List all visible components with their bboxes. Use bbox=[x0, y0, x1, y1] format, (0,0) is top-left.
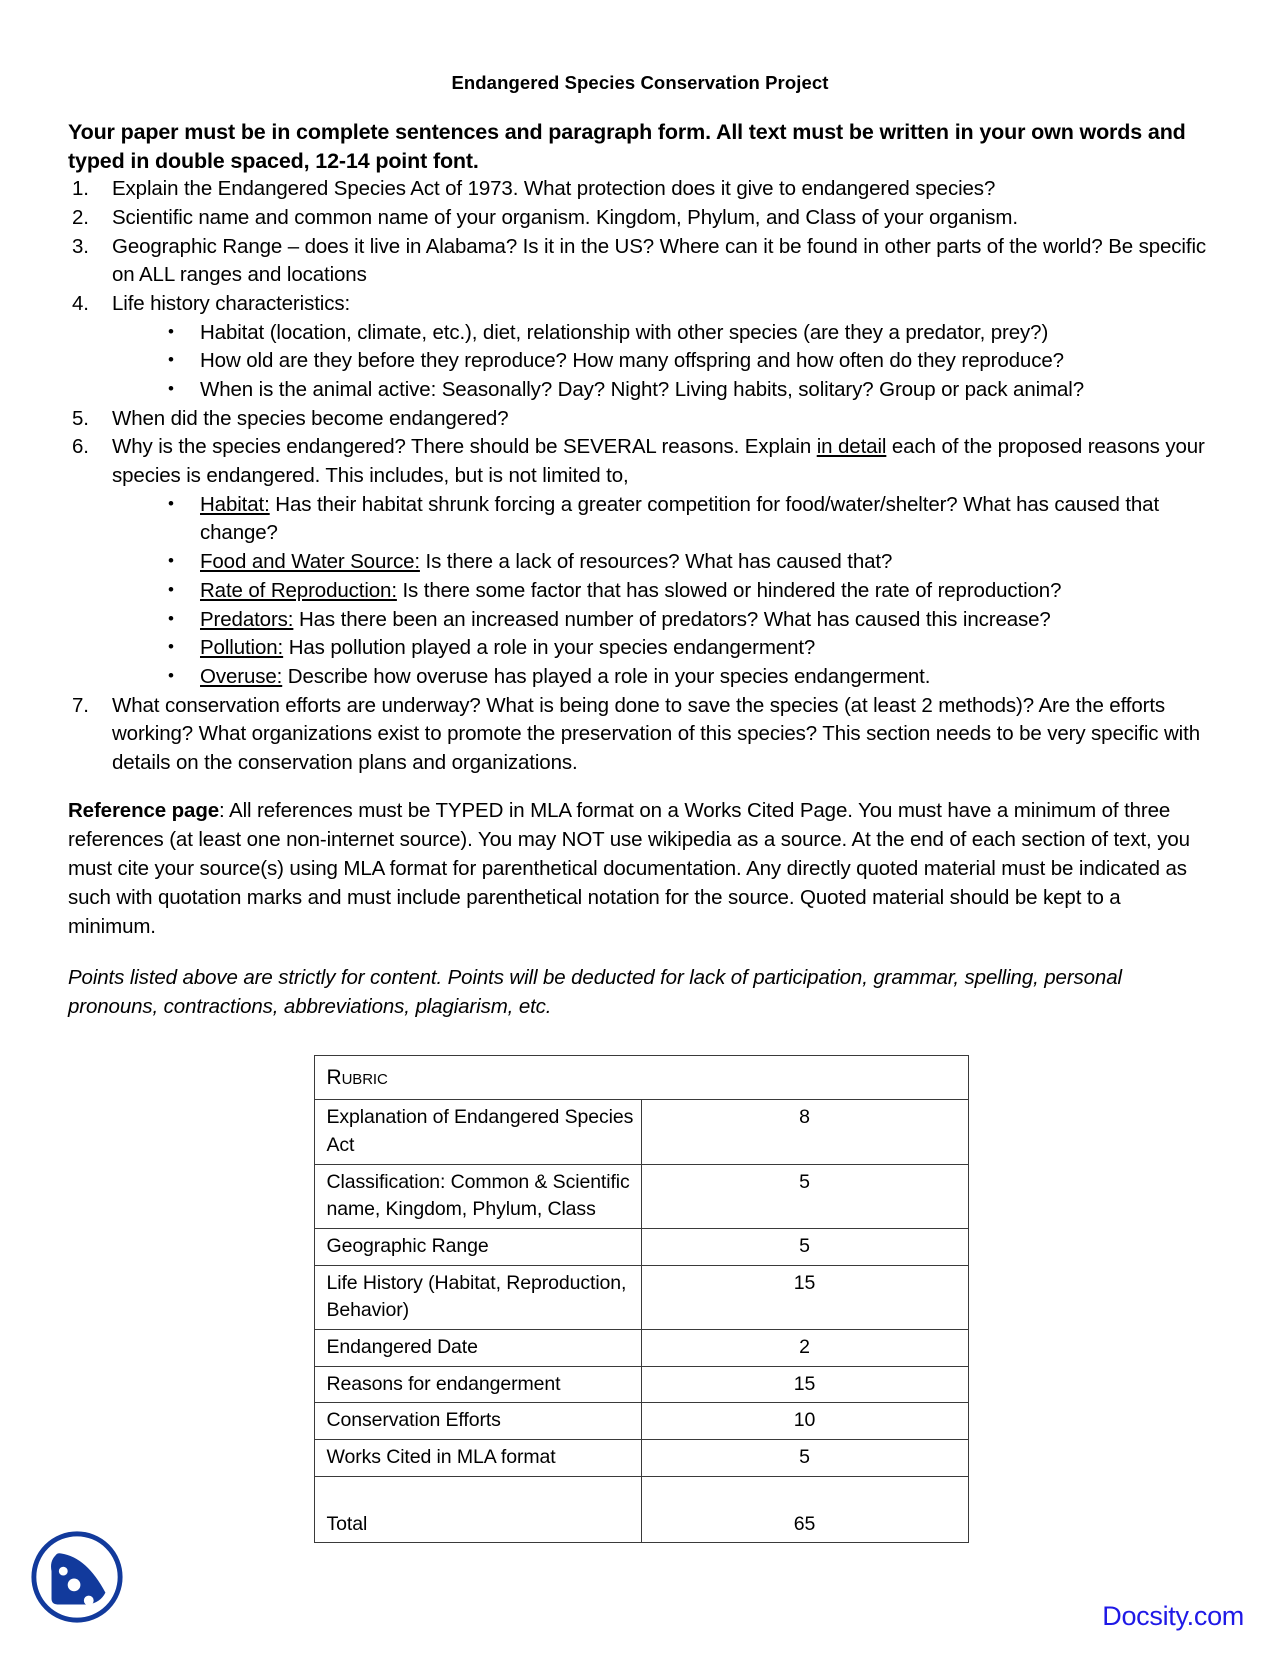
rubric-criterion: Works Cited in MLA format bbox=[314, 1440, 641, 1477]
reference-page-paragraph bbox=[68, 796, 1214, 942]
sub-text: Is there a lack of resources? What has caused that? bbox=[419, 550, 893, 574]
sub-item-food-water bbox=[112, 548, 1214, 577]
sub-label: Habitat: bbox=[200, 492, 270, 516]
sub-label: Rate of Reproduction: bbox=[200, 578, 397, 602]
reference-page-text: : All references must be TYPED in MLA format on a Works Cited Page. You must have a minimum of three references (at least one non-internet source). You may NOT use wikipedia as a source. At the end of each section of text, you must cite your source(s) using MLA format for parenthetical documentation. Any directly quoted material must be indicated as such with quotation marks and must include parenthetical notation for the source. Quoted material should be kept to a minimum. bbox=[68, 798, 1190, 939]
list-item-4 bbox=[68, 290, 1214, 405]
rubric-criterion: Explanation of Endangered Species Act bbox=[314, 1100, 641, 1164]
rubric-criterion: Endangered Date bbox=[314, 1330, 641, 1367]
sub-label: Food and Water Source: bbox=[200, 550, 420, 574]
list-item-6 bbox=[68, 433, 1214, 691]
sub-text: Describe how overuse has played a role in your species endangerment. bbox=[282, 664, 931, 688]
list-item-7 bbox=[68, 692, 1214, 778]
sub-item-habitat-diet bbox=[112, 319, 1214, 348]
sub-text: Is there some factor that has slowed or hindered the rate of reproduction? bbox=[396, 578, 1062, 602]
rubric-total-label: Total bbox=[314, 1476, 641, 1543]
bullet-icon: • bbox=[168, 551, 174, 571]
table-row bbox=[314, 1228, 968, 1265]
table-row bbox=[314, 1164, 968, 1228]
sub-item-habitat bbox=[112, 491, 1214, 548]
list-item-5 bbox=[68, 405, 1214, 434]
rubric-criterion: Life History (Habitat, Reproduction, Behavior) bbox=[314, 1265, 641, 1329]
rubric-criterion: Reasons for endangerment bbox=[314, 1366, 641, 1403]
sub-item-predators bbox=[112, 606, 1214, 635]
bullet-icon: • bbox=[168, 493, 174, 513]
rubric-points: 15 bbox=[641, 1366, 968, 1403]
table-row bbox=[314, 1440, 968, 1477]
sub-text: Habitat (location, climate, etc.), diet, relationship with other species (are they a predator, prey?) bbox=[200, 320, 1049, 344]
list-number-1: 1. bbox=[72, 177, 89, 201]
list-text-6a: Why is the species endangered? There should be SEVERAL reasons. Explain bbox=[112, 435, 817, 459]
list-text-1: Explain the Endangered Species Act of 1973. What protection does it give to endangered species? bbox=[112, 177, 996, 201]
list-number-7: 7. bbox=[72, 693, 89, 717]
rubric-table bbox=[314, 1055, 969, 1543]
bullet-icon: • bbox=[168, 321, 174, 341]
document-body bbox=[0, 118, 1280, 1543]
bullet-icon: • bbox=[168, 350, 174, 370]
rubric-points: 8 bbox=[641, 1100, 968, 1164]
sub-item-pollution bbox=[112, 634, 1214, 663]
list-number-3: 3. bbox=[72, 234, 89, 258]
requirements-list bbox=[68, 175, 1214, 777]
bullet-icon: • bbox=[168, 637, 174, 657]
rubric-header-row bbox=[314, 1056, 968, 1100]
rubric-criterion: Classification: Common & Scientific name, Kingdom, Phylum, Class bbox=[314, 1164, 641, 1228]
sub-label: Overuse: bbox=[200, 664, 283, 688]
list-text-7: What conservation efforts are underway? What is being done to save the species (at least 2 methods)? Are the efforts working? What organizations exist to promote the preservation of this species? This section needs to be very specific with details on the conservation plans and organizations. bbox=[112, 693, 1200, 774]
docsity-logo-icon bbox=[28, 1528, 126, 1626]
bullet-icon: • bbox=[168, 665, 174, 685]
table-row bbox=[314, 1403, 968, 1440]
sub-text: How old are they before they reproduce? How many offspring and how often do they reproduce? bbox=[200, 349, 1064, 373]
sub-item-activity bbox=[112, 376, 1214, 405]
sub-item-reproduction-age bbox=[112, 347, 1214, 376]
sub-item-reproduction-rate bbox=[112, 577, 1214, 606]
rubric-points: 2 bbox=[641, 1330, 968, 1367]
rubric-points: 15 bbox=[641, 1265, 968, 1329]
list-number-6: 6. bbox=[72, 435, 89, 459]
bullet-icon: • bbox=[168, 608, 174, 628]
rubric-points: 5 bbox=[641, 1228, 968, 1265]
bullet-icon: • bbox=[168, 379, 174, 398]
page-title: Endangered Species Conservation Project bbox=[451, 72, 829, 93]
rubric-criterion: Conservation Efforts bbox=[314, 1403, 641, 1440]
bullet-icon: • bbox=[168, 579, 174, 599]
rubric-total-row bbox=[314, 1476, 968, 1543]
list-text-4: Life history characteristics: bbox=[112, 291, 351, 315]
rubric-total-points: 65 bbox=[641, 1476, 968, 1543]
sub-label: Pollution: bbox=[200, 636, 284, 660]
life-history-sublist bbox=[112, 319, 1214, 405]
intro-paragraph: Your paper must be in complete sentences and paragraph form. All text must be written in your own words and typed in double spaced, 12-14 point font. bbox=[68, 120, 1186, 173]
list-text-6-underlined: in detail bbox=[816, 435, 887, 459]
list-item-3 bbox=[68, 233, 1214, 290]
list-number-2: 2. bbox=[72, 205, 89, 229]
list-item-2 bbox=[68, 204, 1214, 233]
sub-text: When is the animal active: Seasonally? Day? Night? Living habits, solitary? Group or pack animal? bbox=[200, 378, 1084, 401]
reference-page-label: Reference page bbox=[68, 798, 219, 822]
rubric-points: 10 bbox=[641, 1403, 968, 1440]
sub-text: Has pollution played a role in your species endangerment? bbox=[283, 636, 816, 660]
grading-note: Points listed above are strictly for content. Points will be deducted for lack of participation, grammar, spelling, personal pronouns, contractions, abbreviations, plagiarism, etc. bbox=[68, 966, 1122, 1019]
list-text-2: Scientific name and common name of your organism. Kingdom, Phylum, and Class of your organism. bbox=[112, 205, 1018, 229]
table-row bbox=[314, 1265, 968, 1329]
sub-label: Predators: bbox=[200, 607, 294, 631]
list-text-6b: each of the proposed reasons your species is endangered. This includes, but is not limited to, bbox=[112, 435, 1205, 488]
sub-text: Has there been an increased number of predators? What has caused this increase? bbox=[293, 607, 1051, 631]
list-text-5: When did the species become endangered? bbox=[112, 406, 509, 430]
table-row bbox=[314, 1330, 968, 1367]
rubric-title: Rubric bbox=[314, 1056, 968, 1100]
rubric-points: 5 bbox=[641, 1440, 968, 1477]
list-text-3: Geographic Range – does it live in Alabama? Is it in the US? Where can it be found in other parts of the world? Be specific on ALL ranges and locations bbox=[112, 234, 1207, 287]
rubric-points: 5 bbox=[641, 1164, 968, 1228]
list-number-5: 5. bbox=[72, 406, 89, 430]
rubric-criterion: Geographic Range bbox=[314, 1228, 641, 1265]
list-item-1 bbox=[68, 175, 1214, 204]
table-row bbox=[314, 1366, 968, 1403]
sub-text: Has their habitat shrunk forcing a greater competition for food/water/shelter? What has caused that change? bbox=[200, 492, 1160, 545]
sub-item-overuse bbox=[112, 663, 1214, 692]
list-number-4: 4. bbox=[72, 291, 89, 315]
table-row bbox=[314, 1100, 968, 1164]
endangerment-reasons-sublist bbox=[112, 491, 1214, 692]
docsity-watermark: Docsity.com bbox=[1102, 1601, 1244, 1631]
